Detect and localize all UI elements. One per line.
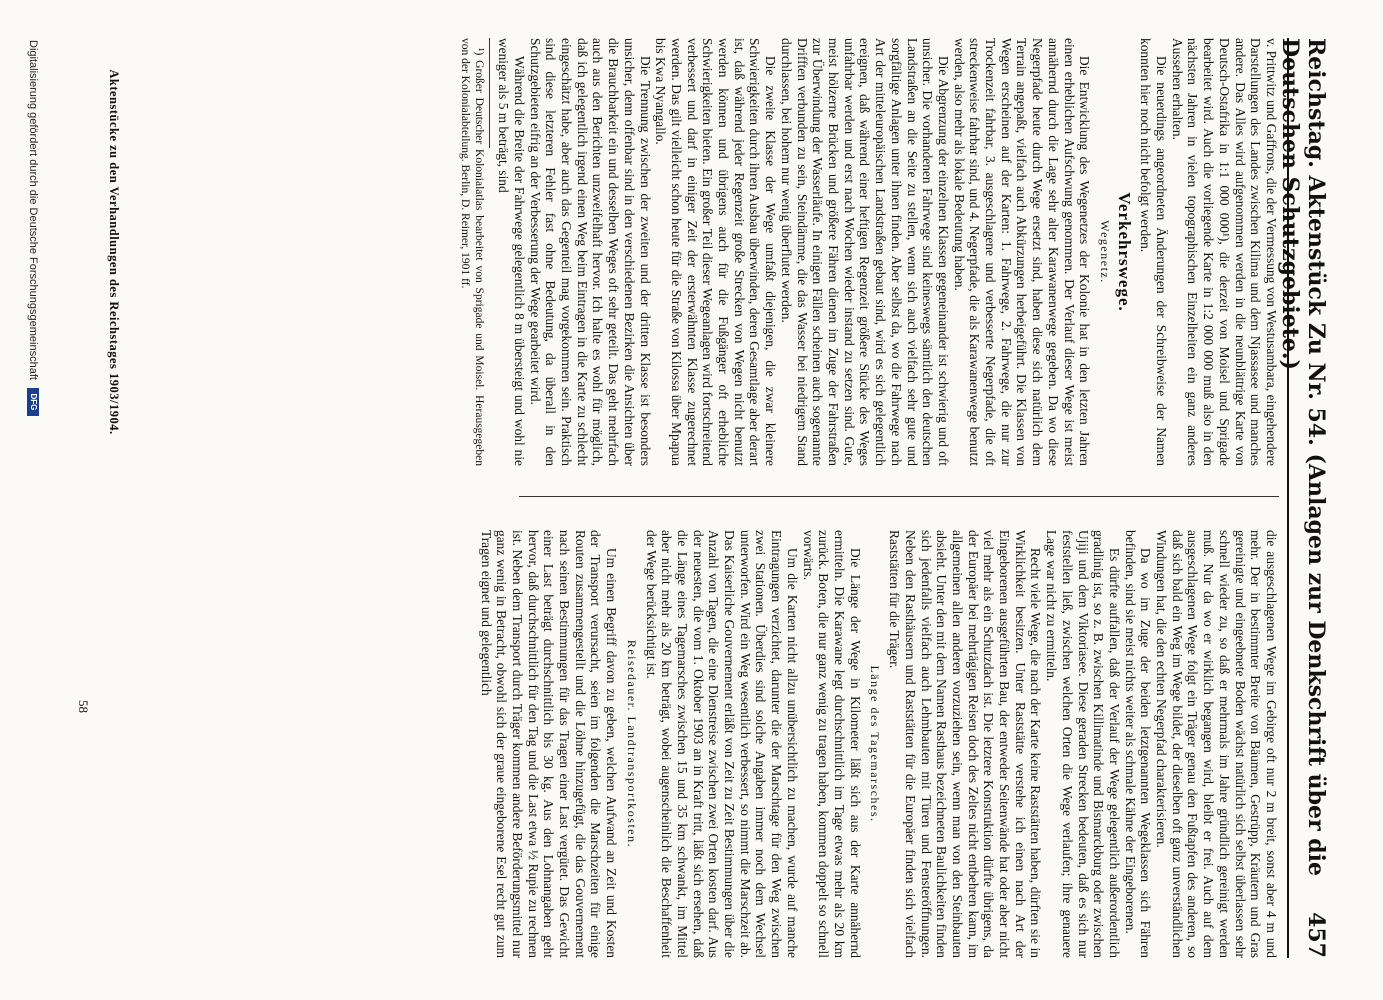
paragraph: Die Trennung zwischen der zweiten und der dritten Klasse ist besonders unsicher, denn offenbar sind in den verschiedenen Bezirken die Ansichten über die Brauchbarkeit ein und desselben Weges oft sehr geteilt. Das geht mehrfach auch aus den Berichten unzweifelhaft hervor. Ich halte es wohl für möglich, daß ich gelegentlich irgend einen Weg beim Eintragen in die Karte zu schlecht eingeschätzt habe, aber auch das Gegenteil mag vorgekommen sein. Praktisch sind diese letzteren Fehler fast ohne Bedeutung, da überall in den Schutzgebieten eifrig an der Verbesserung der Wege gearbeitet wird. xyxy=(527,38,653,466)
running-header xyxy=(1277,38,1329,958)
column-divider xyxy=(519,496,1279,497)
paragraph: Um die Karten nicht allzu unübersichtlich zu machen, wurde auf manche Eintragungen verzichtet, darunter die der Marschtage für den Weg zwischen zwei Stationen. Überdies sind solche Angaben immer noch dem Wechsel unterworfen. Wird ein Weg wesentlich verbessert, so nimmt die Marschzeit ab. Das Kaiserliche Gouvernement erläßt von Zeit zu Zeit Bestimmungen über die Anzahl von Tagen, die eine Dienstreise zwischen zwei Orten kosten darf. Aus der neuesten, die vom 1. Oktober 1903 an in Kraft tritt, läßt sich ersehen, daß die Länge eines Tagemarsches zwischen 15 und 35 km schwankt, im Mittel aber nicht mehr als 20 km beträgt, wobei augenscheinlich die Beschaffenheit der Wege berücksichtigt ist. xyxy=(643,530,800,958)
paragraph: Die Länge der Wege in Kilometer läßt sich aus der Karte annähernd ermitteln. Die Karawane legt durchschnittlich im Tage etwas mehr als 20 km zurück. Boten, die nur ganz wenig zu tragen haben, kommen doppelt so schnell vorwärts. xyxy=(800,530,863,958)
subsection-title: Länge des Tagemarsches. xyxy=(868,665,883,823)
paragraph: Es dürfte auffallen, daß der Verlauf der Wege gelegentlich außerordentlich gradlinig ist, so z. B. zwischen Killimatinde und Bismarckburg oder zwischen Ujiji und dem Viktoriasee. Diese geraden Strecken bedeuten, daß es sich nur feststellen ließ, zwischen welchen Orten die Wege verlaufen; ihre genauere Lage war nicht zu ermitteln. xyxy=(1044,530,1122,958)
subsection-title: Reisedauer. Landtransportkosten. xyxy=(624,639,639,849)
right-column xyxy=(478,530,1279,958)
subsection-title: Wegenetz. xyxy=(1097,220,1112,284)
footnote-rule xyxy=(489,38,490,148)
page-footer: Aktenstücke zu den Verhandlungen des Reichstages 1903/1904. xyxy=(107,69,121,435)
digitization-text: Digitalisierung gefördert durch die Deutsche Forschungsgemeinschaft xyxy=(27,40,39,380)
paragraph: v. Prittwitz und Gaffrons, die der Vermessung von Westusambara, eingehendere Darstellungen des Landes zwischen Kilima und dem Njassasee und manches andere. Das Alles wird aufgenommen werden in die neunblättrige Karte von Deutsch-Ostafrika in 1:1 000 000¹), die derzeit von Moisel und Sprigade bearbeitet wird. Auch die vorliegende Karte in 1:2 000 000 muß also in den nächsten Jahren in vielen topographischen Einzelheiten ein ganz anderes Aussehen erhalten. xyxy=(1169,38,1279,466)
bottom-page-number: 58 xyxy=(76,700,91,713)
paragraph: Die Entwicklung des Wegenetzes der Kolonie hat in den letzten Jahren einen erheblichen Aufschwung genommen. Der Verlauf dieser Wege ist meist annähernd durch die Lage sehr alter Karawanenwege gegeben. Da wo diese Negerpfade heute durch Wege ersetzt sind, haben diese sich natürlich dem Terrain angepaßt, vielfach auch Abkürzungen herbeigeführt. Die Klassen von Wegen erscheinen auf der Karten: 1. Fahrwege, 2. Fahrwege, die nur zur Trockenzeit fahrbar, 3. ausgeschlagene und verbesserte Negerpfade, die oft streckenweise fahrbar sind, und 4. Negerpfade, die als Karawanenwege benutzt werden, also mehr als lokale Bedeutung haben. xyxy=(951,38,1093,466)
footnote: ¹) Großer Deutscher Kolonialatlas bearbeitet von Sprigade und Moisel. Herausgegeben von der Kolonialabteilung. Berlin, D. Reimer, 1901 ff. xyxy=(458,38,485,466)
header-page-number: 457 xyxy=(1303,912,1329,958)
paragraph: Die zweite Klasse der Wege umfaßt diejenigen, die zwar kleinere Schwierigkeiten durch ihren Ausbau überwinden, deren Gesamtlage aber derart ist, daß während jeder Regenzeit große Strecken von Wegen nicht benutzt werden können und übrigens auch für die Fußgänger oft erhebliche Schwierigkeiten bieten. Ein großer Teil dieser Wegeanlagen wird fortschreitend verbessert und darf in einiger Zeit der ersterwähnten Klasse zugerechnet werden. Das gilt vielleicht schon heute für die Straße von Kilossa über Mpapua bis Kwa Nyangallo. xyxy=(653,38,779,466)
paragraph: Da wo im Zuge der beiden letztgenannten Wegeklassen sich Fähren befinden, sind sie meist nichts weiter als schmale Kähne der Eingeborenen. xyxy=(1122,530,1154,958)
paragraph: Die neuerdings angeordneten Änderungen der Schreibweise der Namen konnten hier noch nicht befolgt werden. xyxy=(1138,38,1170,466)
paragraph: Die Abgrenzung der einzelnen Klassen gegeneinander ist schwierig und oft unsicher. Die vorhandenen Fahrwege sind keineswegs sämtlich den deutschen Landstraßen an die Seite zu stellen, wenn sich auch vielfach sehr gute und sorgfältige Anlagen unter ihnen finden. Aber selbst da, wo die Fahrwege nach Art der mitteleuropäischen Landstraßen gebaut sind, wird es sich gelegentlich ereignen, daß während einer heftigen Regenzeit größere Stücke des Weges unfahrbar werden und erst nach Wochen wieder instand zu setzen sind. Gute, meist hölzerne Brücken und größere Fähren dienen im Zuge der Fahrstraßen zur Überwindung der Wasserläufe. In einigen Fällen scheinen auch sogenannte Drifften verbunden zu sein, Steindämme, die das Wasser bei niedrigem Stand durchlassen, bei hohem nur wenig überflutet werden. xyxy=(778,38,951,466)
section-title: Verkehrswege. xyxy=(1114,192,1134,312)
header-title: Reichstag. Aktenstück Zu Nr. 54. (Anlagen zur Denkschrift über die Deutschen Schutzgebiete.) xyxy=(1277,38,1329,877)
paragraph: die ausgeschlagenen Wege im Gebirge oft nur 2 m breit, sonst aber 4 m und mehr. Der in bestimmter Breite von Bäumen, Gestrüpp, Kräutern und Gras gereinigte und eingeebnete Boden wächst natürlich sich selbst überlassen sehr schnell wieder zu, so daß er mehrmals im Jahre gründlich gereinigt werden muß. Nur da wo er wirklich begangen wird, bleibt er frei. Auch auf dem ausgeschlagenen Wege folgt ein Träger genau den Fußtapfen des anderen, so daß sich bald ein Weg im Wege bildet, der dieselben oft ganz unverständlichen Windungen hat, die den echten Negerpfad charakterisieren. xyxy=(1154,530,1279,958)
paragraph: Recht viele Wege, die nach der Karte keine Raststätten haben, dürften sie in Wirklichkeit besitzen. Unter Raststätte verstehe ich einen nach Art der Eingeborenen ausgeführten Bau, der entweder Seitenwände hat oder aber nicht viel mehr als ein Schutzdach ist. Die letztere Konstruktion dürfte übrigens, da der Europäer bei mehrtägigen Reisen doch des Zeltes nicht entbehren kann, im allgemeinen allen anderen vorzuziehen sein, wenn man von den Steinbauten absieht. Unter den mit dem Namen Rasthaus bezeichneten Baulichkeiten finden sich jedenfalls vielfach auch Lehmbauten mit Türen und Fensteröffnungen. Neben den Rasthäusern und Raststätten für die Europäer finden sich vielfach Raststätten für die Träger. xyxy=(887,530,1044,958)
dfg-logo: DFG xyxy=(27,388,39,416)
digitization-note xyxy=(27,40,39,960)
left-column xyxy=(457,38,1279,466)
paragraph: Während die Breite der Fahrwege gelegentlich 8 m übersteigt und wohl nie weniger als 5 m beträgt, sind xyxy=(496,38,527,466)
paragraph: Um einen Begriff davon zu geben, welchen Aufwand an Zeit und Kosten der Transport verursacht, seien im folgenden die Marschzeiten für einige Routen zusammengestellt und die Löhne hinzugefügt, die das Gouvernement nach seinen Bestimmungen für das Tragen einer Last vergütet. Das Gewicht einer Last beträgt durchschnittlich bis 30 kg. Aus den Lohnangaben geht hervor, daß durchschnittlich für den Tag und die Last etwa ½ Rupie zu rechnen ist. Neben dem Transport durch Träger kommen andere Beförderungsmittel nur ganz wenig in Betracht, obwohl sich der graue eingeborene Esel recht gut zum Tragen eignet und gelegentlich xyxy=(478,530,620,958)
